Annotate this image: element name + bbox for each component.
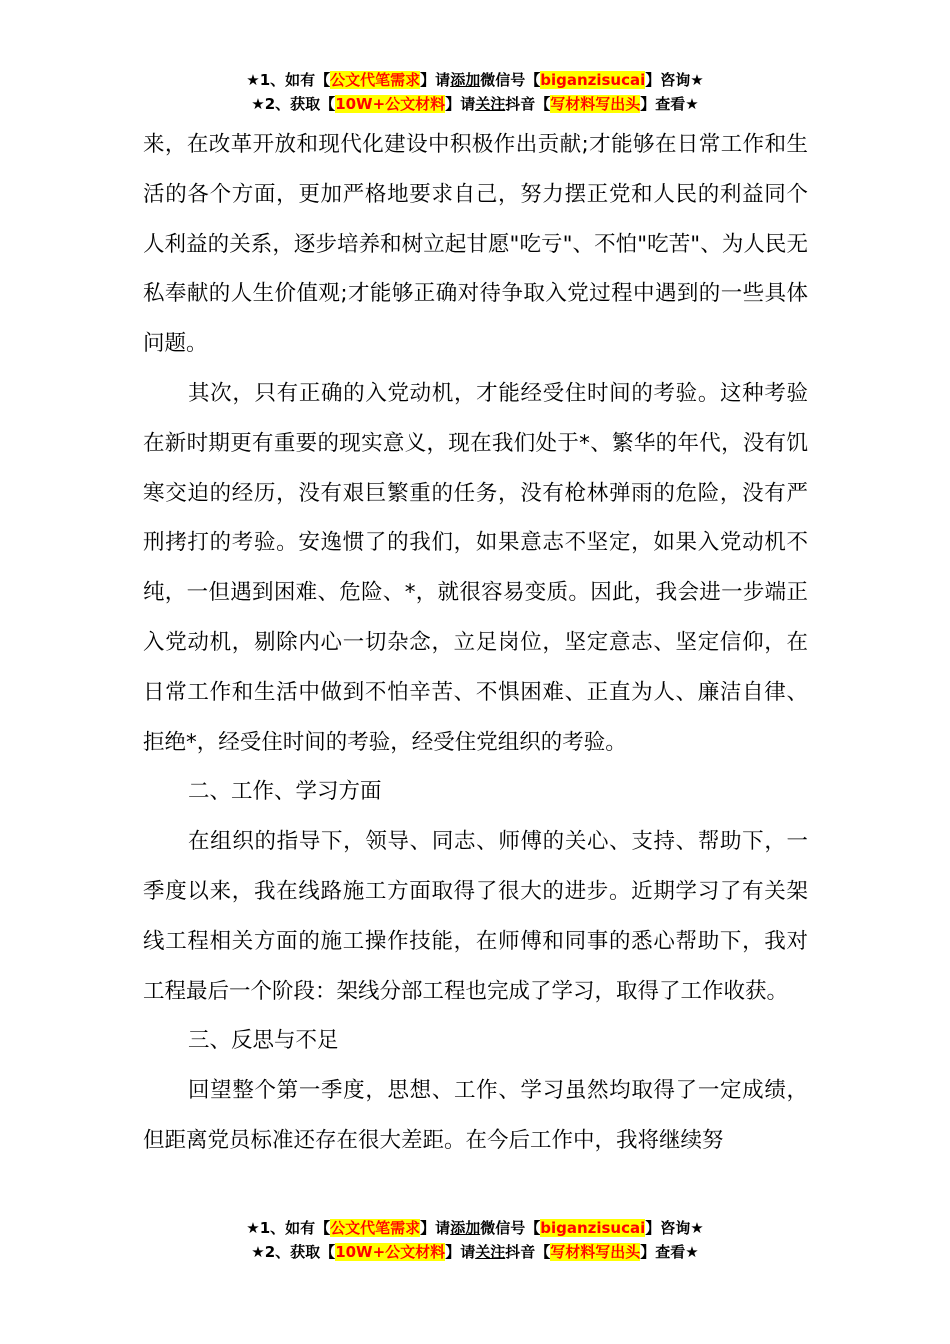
banner-text: 】请 — [420, 71, 451, 89]
banner-highlight: biganzisucai — [540, 1219, 646, 1237]
banner-line-1 — [0, 68, 950, 92]
banner-highlight: 公文代笔需求 — [330, 71, 421, 89]
banner-text: 】请 — [420, 1219, 451, 1237]
document-body — [143, 120, 808, 1166]
banner-text: 抖音【 — [505, 95, 551, 113]
banner-text: 】查看★ — [640, 95, 699, 113]
banner-text: ★2、获取【 — [251, 1243, 336, 1261]
banner-highlight: 写材料写出头 — [550, 95, 641, 113]
header-banner — [0, 68, 950, 116]
banner-line-1 — [0, 1216, 950, 1240]
banner-text: ★1、如有【 — [246, 71, 331, 89]
banner-highlight: 公文代笔需求 — [330, 1219, 421, 1237]
banner-text: ★1、如有【 — [246, 1219, 331, 1237]
banner-line-2 — [0, 1240, 950, 1264]
banner-highlight: 写材料写出头 — [550, 1243, 641, 1261]
banner-text: 】咨询★ — [645, 1219, 704, 1237]
banner-emphasis: 关注 — [475, 1243, 506, 1261]
paragraph-continuation: 来，在改革开放和现代化建设中积极作出贡献;才能够在日常工作和生活的各个方面，更加严格地要求自己，努力摆正党和人民的利益同个人利益的关系，逐步培养和树立起甘愿"吃亏"、不怕"吃苦"、为人民无私奉献的人生价值观;才能够正确对待争取入党过程中遇到的一些具体问题。 — [143, 132, 808, 357]
section-heading: 二、工作、学习方面 — [188, 779, 382, 805]
banner-highlight: 10W+公文材料 — [335, 95, 446, 113]
banner-highlight: 10W+公文材料 — [335, 1243, 446, 1261]
footer-banner — [0, 1216, 950, 1264]
banner-emphasis: 关注 — [475, 95, 506, 113]
banner-highlight: biganzisucai — [540, 71, 646, 89]
paragraph: 回望整个第一季度，思想、工作、学习虽然均取得了一定成绩，但距离党员标准还存在很大差距。在今后工作中，我将继续努 — [143, 1078, 808, 1153]
section-heading: 三、反思与不足 — [188, 1028, 339, 1054]
banner-text: 微信号【 — [480, 1219, 541, 1237]
banner-text: ★2、获取【 — [251, 95, 336, 113]
banner-line-2 — [0, 92, 950, 116]
banner-text: 微信号【 — [480, 71, 541, 89]
banner-text: 】请 — [445, 1243, 476, 1261]
banner-text: 】查看★ — [640, 1243, 699, 1261]
paragraph: 其次，只有正确的入党动机，才能经受住时间的考验。这种考验在新时期更有重要的现实意义，现在我们处于*、繁华的年代，没有饥寒交迫的经历，没有艰巨繁重的任务，没有枪林弹雨的危险，没有严刑拷打的考验。安逸惯了的我们，如果意志不坚定，如果入党动机不纯，一但遇到困难、危险、*，就很容易变质。因此，我会进一步端正入党动机，剔除内心一切杂念，立足岗位，坚定意志、坚定信仰，在日常工作和生活中做到不怕辛苦、不惧困难、正直为人、廉洁自律、拒绝*，经受住时间的考验，经受住党组织的考验。 — [143, 380, 808, 755]
banner-text: 】请 — [445, 95, 476, 113]
banner-text: 抖音【 — [505, 1243, 551, 1261]
banner-emphasis: 添加 — [450, 1219, 481, 1237]
banner-text: 】咨询★ — [645, 71, 704, 89]
banner-emphasis: 添加 — [450, 71, 481, 89]
paragraph: 在组织的指导下，领导、同志、师傅的关心、支持、帮助下，一季度以来，我在线路施工方面取得了很大的进步。近期学习了有关架线工程相关方面的施工操作技能，在师傅和同事的悉心帮助下，我对工程最后一个阶段：架线分部工程也完成了学习，取得了工作收获。 — [143, 829, 808, 1004]
